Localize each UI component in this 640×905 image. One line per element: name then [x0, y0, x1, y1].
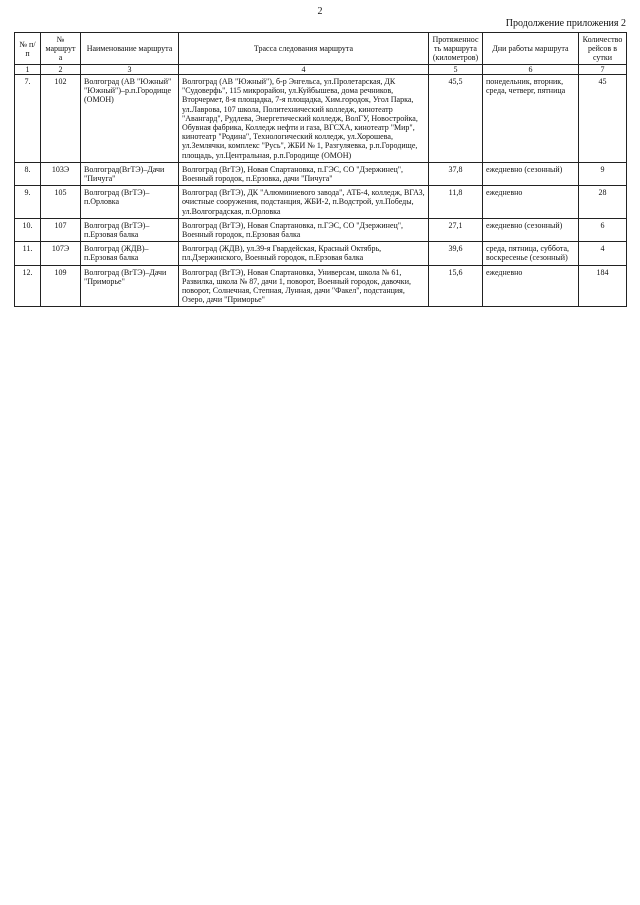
- route-length: 37,8: [429, 162, 483, 185]
- table-row: [15, 186, 627, 219]
- working-days: понедельник, вторник, среда, четверг, пятница: [483, 75, 579, 163]
- header-route-length: Протяженность маршрута (километров): [429, 33, 483, 65]
- row-index: 7.: [15, 75, 41, 163]
- route-name: Волгоград (ЖДВ)–п.Ерзовая балка: [81, 242, 179, 265]
- column-number: 4: [179, 65, 429, 75]
- working-days: ежедневно (сезонный): [483, 162, 579, 185]
- trips-per-day: 184: [579, 265, 627, 307]
- route-path: Волгоград (ВгТЭ), Новая Спартановка, п.ГЭС, СО "Дзержинец", Военный городок, п.Ерзовая балка: [179, 218, 429, 241]
- column-number: 3: [81, 65, 179, 75]
- working-days: ежедневно: [483, 186, 579, 219]
- route-number: 102: [41, 75, 81, 163]
- route-number: 107: [41, 218, 81, 241]
- header-route-path: Трасса следования маршрута: [179, 33, 429, 65]
- route-length: 45,5: [429, 75, 483, 163]
- route-path: Волгоград (ЖДВ), ул.39-я Гвардейская, Красный Октябрь, пл.Дзержинского, Военный городок, п.Ерзовая балка: [179, 242, 429, 265]
- route-number: 109: [41, 265, 81, 307]
- route-name: Волгоград (ВгТЭ)–Дачи "Приморье": [81, 265, 179, 307]
- route-path: Волгоград (ВгТЭ), Новая Спартановка, п.ГЭС, СО "Дзержинец", Военный городок, п.Ерзовка, дачи "Пичуга": [179, 162, 429, 185]
- row-index: 9.: [15, 186, 41, 219]
- route-length: 39,6: [429, 242, 483, 265]
- trips-per-day: 45: [579, 75, 627, 163]
- table-row: [15, 265, 627, 307]
- continuation-label: Продолжение приложения 2: [505, 18, 626, 29]
- page-number: 2: [317, 6, 323, 17]
- header-trips-per-day: Количество рейсов в сутки: [579, 33, 627, 65]
- working-days: ежедневно: [483, 265, 579, 307]
- column-number: 6: [483, 65, 579, 75]
- table-header-row: [15, 33, 627, 65]
- column-number-row: [15, 65, 627, 75]
- route-length: 11,8: [429, 186, 483, 219]
- route-path: Волгоград (АВ "Южный"), б-р Энгельса, ул.Пролетарская, ДК "Судоверфь", 115 микрорайон, ул.Куйбышева, дома речников, Вторчермет, 8-я площадка, 7-я площадка, Хим.городок, Угол Парка, ул.Лаврова, 107 школа, Политехнический колледж, кинотеатр "Авангард", Рудлева, Энергетический колледж, ВолГУ, Новостройка, Обувная фабрика, Колледж нефти и газа, ВГСХА, кинотеатр "Мир", кинотеатр "Родина", Технологический колледж, ул.Хорошева, ул.Землячки, комплекс "Русь", ЖБИ № 1, Разгуляевка, р.п.Городище, площадь, ул.Центральная, р.п.Городище (ОМОН): [179, 75, 429, 163]
- trips-per-day: 28: [579, 186, 627, 219]
- column-number: 5: [429, 65, 483, 75]
- route-path: Волгоград (ВгТЭ), ДК "Алюминиевого завода", АТБ-4, колледж, ВГАЗ, очистные сооружения, подстанция, ЖБИ-2, п.Водстрой, ул.Победы, ул.Волгоградская, п.Орловка: [179, 186, 429, 219]
- route-name: Волгоград (ВгТЭ)–п.Ерзовая балка: [81, 218, 179, 241]
- trips-per-day: 4: [579, 242, 627, 265]
- row-index: 8.: [15, 162, 41, 185]
- header-route-name: Наименование маршрута: [81, 33, 179, 65]
- header-working-days: Дни работы маршрута: [483, 33, 579, 65]
- trips-per-day: 6: [579, 218, 627, 241]
- route-name: Волгоград (ВгТЭ)–п.Орловка: [81, 186, 179, 219]
- table-row: [15, 218, 627, 241]
- route-number: 103Э: [41, 162, 81, 185]
- routes-table: [14, 32, 627, 307]
- column-number: 2: [41, 65, 81, 75]
- row-index: 12.: [15, 265, 41, 307]
- header-index: № п/п: [15, 33, 41, 65]
- working-days: среда, пятница, суббота, воскресенье (сезонный): [483, 242, 579, 265]
- row-index: 10.: [15, 218, 41, 241]
- route-length: 15,6: [429, 265, 483, 307]
- column-number: 7: [579, 65, 627, 75]
- trips-per-day: 9: [579, 162, 627, 185]
- column-number: 1: [15, 65, 41, 75]
- route-path: Волгоград (ВгТЭ), Новая Спартановка, Универсам, школа № 61, Развилка, школа № 87, дачи 1, поворот, Военный городок, давочки, поворот, Солнечная, Степная, Лунная, дачи "Факел", подстанция, Озеро, дачи "Приморье": [179, 265, 429, 307]
- table-row: [15, 75, 627, 163]
- header-route-number: № маршрута: [41, 33, 81, 65]
- route-length: 27,1: [429, 218, 483, 241]
- table-row: [15, 242, 627, 265]
- working-days: ежедневно (сезонный): [483, 218, 579, 241]
- route-name: Волгоград(ВгТЭ)–Дачи "Пичуга": [81, 162, 179, 185]
- table-row: [15, 162, 627, 185]
- route-number: 105: [41, 186, 81, 219]
- route-number: 107Э: [41, 242, 81, 265]
- route-name: Волгоград (АВ "Южный" "Южный")–р.п.Городище (ОМОН): [81, 75, 179, 163]
- row-index: 11.: [15, 242, 41, 265]
